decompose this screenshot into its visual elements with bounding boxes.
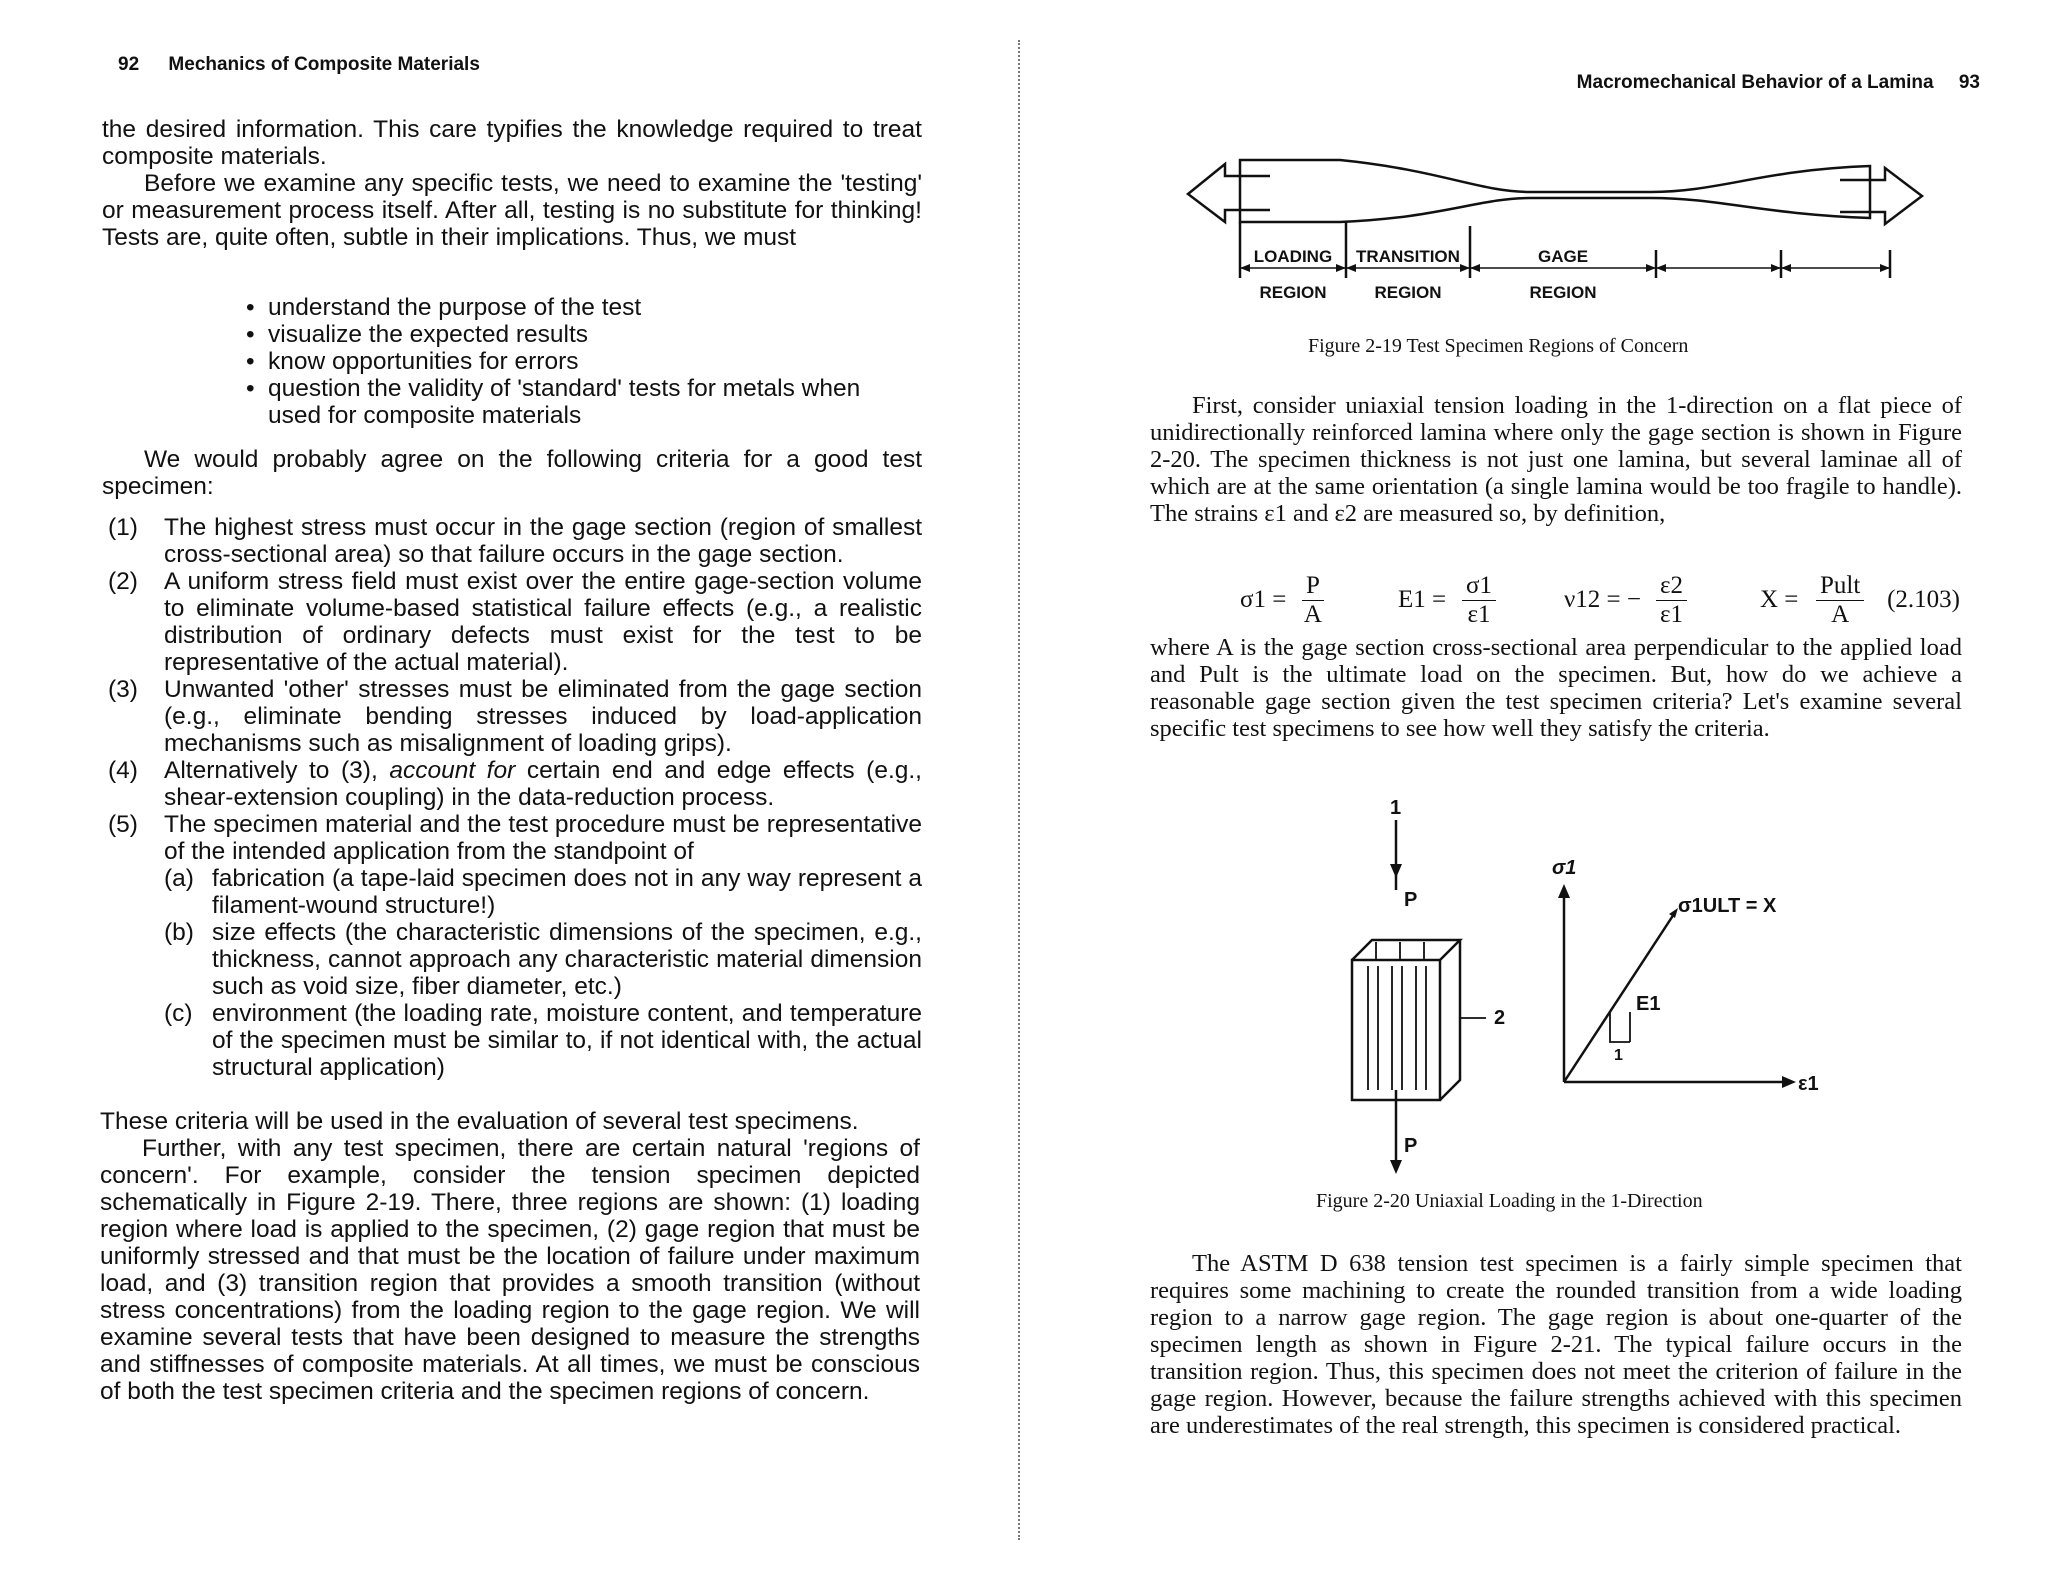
slope-unit-label: 1	[1614, 1047, 1623, 1064]
eq-denominator: A	[1303, 601, 1322, 628]
criteria-number: (2)	[108, 568, 138, 595]
para-where: where A is the gage section cross-sectional area perpendicular to the applied load and Pult is the ultimate load on the specimen. But, how do we achieve a reasonable gage section given the test specimen criteria? Let's examine several specific test specimens to see how well they satisfy the criteria.	[1150, 634, 1962, 742]
para-criteria-intro: We would probably agree on the following criteria for a good test specimen:	[102, 446, 922, 500]
left-intro	[102, 116, 922, 251]
eq-nu12-lhs: ν12 = −	[1564, 586, 1642, 613]
para-uniaxial: First, consider uniaxial tension loading in the 1-direction on a flat piece of unidirectionally reinforced lamina where only the gage section is shown in Figure 2-20. The specimen thickness is not just one lamina, but several laminae all of which are at the same orientation (a single lamina would be too fragile to handle). The strains ε1 and ε2 are measured so, by definition,	[1150, 392, 1962, 527]
sub-criteria-text: fabrication (a tape-laid specimen does not in any way represent a filament-wound structure!)	[212, 865, 922, 919]
eq-sigma1-lhs: σ1 =	[1240, 586, 1287, 613]
eq-nu12-fraction	[1656, 572, 1687, 629]
figure-2-19-caption: Figure 2-19 Test Specimen Regions of Concern	[1308, 335, 1689, 357]
eq-number: (2.103)	[1887, 586, 1960, 613]
sub-criteria-number: (a)	[164, 865, 194, 892]
figure-2-20-caption: Figure 2-20 Uniaxial Loading in the 1-Direction	[1316, 1190, 1703, 1212]
running-head-title-left: Mechanics of Composite Materials	[168, 54, 480, 75]
left-closing	[100, 1108, 920, 1405]
page-number-right: 93	[1958, 72, 1980, 93]
load-label-top: P	[1404, 889, 1418, 911]
axis-1-label: 1	[1390, 797, 1402, 819]
strain-axis-label: ε1	[1798, 1073, 1819, 1095]
fiber	[1368, 966, 1378, 1090]
left-page	[0, 0, 1010, 1582]
sub-criteria-c	[164, 1000, 922, 1081]
criteria-number: (3)	[108, 676, 138, 703]
label-loading: LOADING	[1253, 247, 1333, 266]
sub-criteria-a	[164, 865, 922, 919]
eq-numerator: σ1	[1462, 572, 1496, 601]
criteria-item-3	[108, 676, 922, 757]
left-running-head	[118, 54, 480, 76]
criteria-text: The highest stress must occur in the gage section (region of smallest cross-sectional area) so that failure occurs in the gage section.	[164, 514, 922, 568]
modulus-label: E1	[1636, 993, 1661, 1015]
left-load-arrow-icon	[1188, 164, 1270, 222]
right-load-arrow-icon	[1840, 168, 1922, 224]
para-intro-2: Before we examine any specific tests, we need to examine the 'testing' or measurement process itself. After all, testing is no substitute for thinking! Tests are, quite often, subtle in their implications. Thus, we must	[102, 170, 922, 251]
specimen-outline	[1240, 160, 1870, 222]
sub-criteria-text: environment (the loading rate, moisture content, and temperature of the specimen must be similar to, if not identical with, the actual structural application)	[212, 1000, 922, 1081]
sub-criteria-text: size effects (the characteristic dimensions of the specimen, e.g., thickness, cannot approach any characteristic material dimension such as void size, fiber diameter, etc.)	[212, 919, 922, 1000]
equation-2-103	[1230, 572, 1960, 634]
sub-criteria-number: (c)	[164, 1000, 193, 1027]
criteria-list	[108, 514, 922, 1081]
load-arrow-bottom-icon	[1390, 1160, 1402, 1174]
para-intro-1: the desired information. This care typifies the knowledge required to treat composite materials.	[102, 116, 922, 170]
criteria-number: (5)	[108, 811, 138, 838]
eq-e1-lhs: E1 =	[1398, 586, 1447, 613]
bullet-list	[246, 294, 886, 429]
criteria-text-before: Alternatively to (3),	[164, 757, 390, 784]
para-criteria-used: These criteria will be used in the evaluation of several test specimens.	[100, 1108, 859, 1135]
label-region-loading: REGION	[1259, 283, 1327, 302]
bullet-item: • understand the purpose of the test	[246, 294, 886, 321]
load-label-bottom: P	[1404, 1135, 1418, 1157]
sub-criteria-b	[164, 919, 922, 1000]
right-running-head	[1577, 72, 1980, 94]
eq-numerator: Pult	[1816, 572, 1864, 601]
bullet-item: • know opportunities for errors	[246, 348, 886, 375]
eq-x-fraction	[1816, 572, 1864, 629]
criteria-item-1	[108, 514, 922, 568]
right-para-uniaxial	[1150, 392, 1962, 527]
criteria-item-2	[108, 568, 922, 676]
label-transition: TRANSITION	[1356, 247, 1460, 266]
eq-numerator: P	[1302, 572, 1324, 601]
criteria-emphasis: account for	[389, 757, 516, 784]
sub-criteria-number: (b)	[164, 919, 194, 946]
eq-sigma1-fraction	[1302, 572, 1324, 629]
eq-x-lhs: X =	[1760, 586, 1799, 613]
fiber	[1416, 966, 1426, 1090]
criteria-text: Unwanted 'other' stresses must be eliminated from the gage section (e.g., eliminate bending stresses induced by load-application mechanisms such as misalignment of loading grips).	[164, 676, 922, 757]
criteria-text: The specimen material and the test procedure must be representative of the intended application from the standpoint of	[164, 811, 922, 865]
eq-denominator: A	[1831, 601, 1850, 628]
criteria-text: A uniform stress field must exist over the entire gage-section volume to eliminate volume-based statistical failure effects (e.g., a realistic distribution of ordinary defects must exist for the test to be representative of the actual material).	[164, 568, 922, 676]
criteria-number: (4)	[108, 757, 138, 784]
load-arrow-top-icon	[1390, 864, 1402, 878]
eq-denominator: ε1	[1660, 601, 1683, 628]
criteria-number: (1)	[108, 514, 138, 541]
axis-2-label: 2	[1494, 1007, 1506, 1029]
figure-2-19-specimen	[1180, 150, 1960, 320]
label-region-gage: REGION	[1529, 283, 1597, 302]
criteria-item-5	[108, 811, 922, 1081]
eq-denominator: ε1	[1467, 601, 1491, 628]
criteria-intro	[102, 446, 922, 500]
right-para-where	[1150, 634, 1962, 742]
bullet-item: • visualize the expected results	[246, 321, 886, 348]
running-head-title-right: Macromechanical Behavior of a Lamina	[1576, 72, 1934, 93]
criteria-item-4	[108, 757, 922, 811]
sigma-axis-label: σ1	[1552, 857, 1577, 879]
eq-numerator: ε2	[1656, 572, 1687, 601]
bullet-item: • question the validity of 'standard' tests for metals when used for composite materials	[246, 375, 886, 429]
sigma-ult-label: σ1ULT = X	[1678, 895, 1777, 917]
para-regions: Further, with any test specimen, there are certain natural 'regions of concern'. For example, consider the tension specimen depicted schematically in Figure 2-19. There, three regions are shown: (1) loading region where load is applied to the specimen, (2) gage region that must be uniformly stressed and that must be the location of failure under maximum load, and (3) transition region that provides a smooth transition (without stress concentrations) from the loading region to the gage region. We will examine several tests that have been designed to measure the strengths and stiffnesses of composite materials. At all times, we must be conscious of both the test specimen criteria and the specimen regions of concern.	[100, 1135, 920, 1405]
page-number-left: 92	[118, 54, 140, 75]
eq-e1-fraction	[1462, 572, 1496, 629]
label-gage: GAGE	[1537, 247, 1589, 266]
para-astm: The ASTM D 638 tension test specimen is a fairly simple specimen that requires some machining to create the rounded transition from a wide loading region to a narrow gage region. The gage region is about one-quarter of the specimen length as shown in Figure 2-21. The typical failure occurs in the transition region. Thus, this specimen does not meet the criterion of failure in the gage region. However, because the failure strengths achieved with this specimen are underestimates of the real strength, this specimen is considered practical.	[1150, 1250, 1962, 1439]
fiber	[1392, 966, 1402, 1090]
criteria-text-after: certain end and edge effects (e.g., shear-extension coupling) in the data-reduction process.	[164, 757, 922, 811]
figure-2-20-uniaxial	[1300, 790, 1820, 1180]
label-region-transition: REGION	[1374, 283, 1442, 302]
gutter-line	[1018, 40, 1022, 1540]
right-para-astm	[1150, 1250, 1962, 1439]
